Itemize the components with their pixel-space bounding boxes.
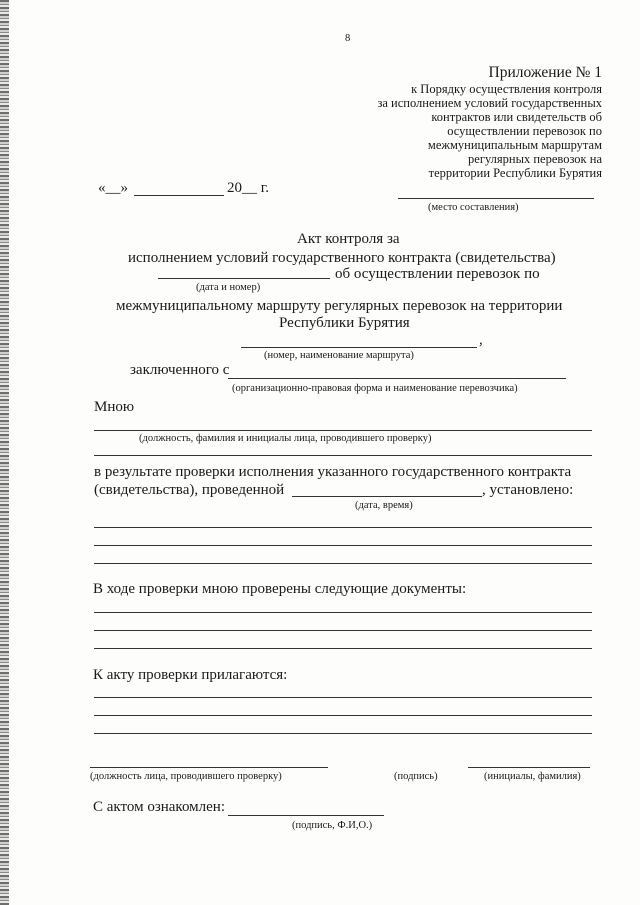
date-year: 20__ г.	[227, 180, 269, 196]
attachments-blank-line	[94, 733, 592, 734]
route-line	[241, 347, 477, 348]
place-caption: (место составления)	[428, 202, 519, 213]
result-line2-end: , установлено:	[482, 482, 574, 498]
appendix-line: регулярных перевозок на	[468, 152, 602, 166]
place-line	[398, 198, 594, 199]
appendix-line: территории Республики Бурятия	[428, 166, 602, 180]
date-number-line	[158, 278, 330, 279]
signature-caption: (подпись)	[394, 771, 438, 782]
initials-line	[468, 767, 590, 768]
route-caption: (номер, наименование маршрута)	[264, 350, 414, 361]
date-number-caption: (дата и номер)	[196, 282, 261, 293]
act-title-line5: Республики Бурятия	[279, 315, 410, 331]
documents-blank-line	[94, 630, 592, 631]
result-line2: (свидетельства), проведенной	[94, 482, 285, 498]
inspector-line	[94, 430, 592, 431]
documents-blank-line	[94, 612, 592, 613]
page-number: 8	[345, 33, 351, 44]
appendix-line: контрактов или свидетельств об	[431, 110, 602, 124]
appendix-line: осуществлении перевозок по	[447, 124, 602, 138]
result-blank-line	[94, 527, 592, 528]
inspector-line-2	[94, 455, 592, 456]
carrier-caption: (организационно-правовая форма и наименование перевозчика)	[232, 383, 518, 394]
appendix-line: к Порядку осуществления контроля	[411, 82, 602, 96]
appendix-line: межмуниципальным маршрутам	[427, 138, 602, 152]
result-blank-line	[94, 563, 592, 564]
documents-blank-line	[94, 648, 592, 649]
documents-heading: В ходе проверки мною проверены следующие документы:	[93, 581, 467, 597]
route-comma: ,	[479, 332, 483, 348]
attachments-heading: К акту проверки прилагаются:	[93, 667, 288, 683]
inspector-caption: (должность, фамилия и инициалы лица, проводившего проверку)	[139, 433, 432, 444]
appendix-title: Приложение № 1	[488, 64, 602, 81]
date-time-caption: (дата, время)	[355, 500, 413, 511]
sign-fio-caption: (подпись, Ф.И,О.)	[292, 820, 373, 831]
act-title-line1: Акт контроля за	[297, 231, 400, 247]
result-blank-line	[94, 545, 592, 546]
concluded-with-label: заключенного с	[130, 362, 230, 378]
result-line1: в результате проверки исполнения указанного государственного контракта	[94, 464, 572, 480]
date-day: «__»	[98, 180, 128, 196]
acquainted-label: С актом ознакомлен:	[93, 799, 225, 815]
carrier-line	[228, 378, 566, 379]
position-caption: (должность лица, проводившего проверку)	[90, 771, 282, 782]
attachments-blank-line	[94, 715, 592, 716]
act-title-line3: об осуществлении перевозок по	[335, 266, 540, 282]
appendix-line: за исполнением условий государственных	[377, 96, 602, 110]
act-title-line2: исполнением условий государственного контракта (свидетельства)	[128, 250, 556, 266]
act-title-line4: межмуниципальному маршруту регулярных перевозок на территории	[116, 298, 563, 314]
date-month-line	[134, 195, 224, 196]
scan-edge	[0, 0, 9, 905]
acquainted-line	[228, 815, 384, 816]
position-line	[90, 767, 328, 768]
attachments-blank-line	[94, 697, 592, 698]
by-me-label: Мною	[94, 399, 135, 415]
date-time-line	[292, 496, 482, 497]
initials-caption: (инициалы, фамилия)	[484, 771, 581, 782]
